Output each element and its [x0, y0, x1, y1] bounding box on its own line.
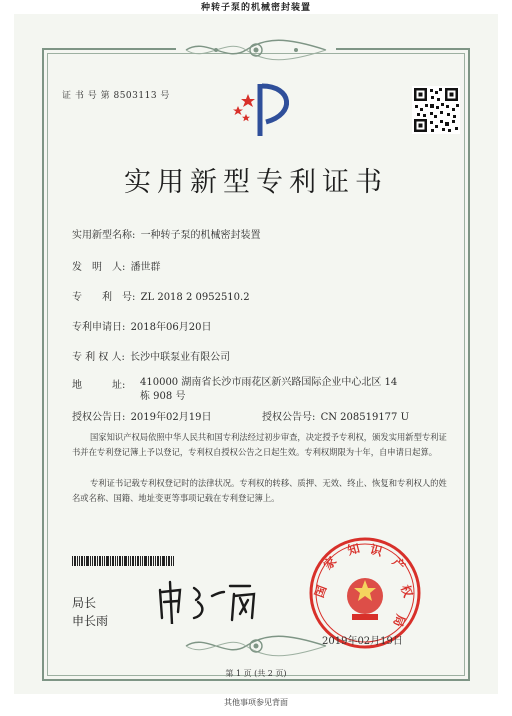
- field-address-label-row: [72, 376, 125, 391]
- svg-text:权: 权: [397, 583, 416, 600]
- svg-text:局: 局: [390, 612, 408, 629]
- address-value: 410000 湖南省长沙市雨花区新兴路国际企业中心北区 14 栋 908 号: [140, 377, 398, 402]
- patent-holder-value: 长沙中联泵业有限公司: [130, 352, 231, 363]
- patent-office-logo-icon: [222, 80, 302, 140]
- grant-number-label: 授权公告号:: [262, 412, 316, 423]
- seal-date: 2019年02月19日: [322, 636, 403, 647]
- certificate-paragraph-1: 国家知识产权局依照中华人民共和国专利法经过初步审查，决定授予专利权，颁发实用新型专利证书并在专利登记簿上予以登记，专利权自授权公告之日起生效。专利权期限为十年，自申请日起算。: [72, 432, 447, 457]
- grant-date-label: 授权公告日:: [72, 412, 126, 423]
- filing-date-label: 专利申请日:: [72, 322, 126, 333]
- patent-number-value: ZL 2018 2 0952510.2: [140, 292, 250, 303]
- grant-date-value: 2019年02月19日: [130, 412, 212, 423]
- certificate-number: [62, 88, 170, 101]
- inventor-label: 发 明 人:: [72, 262, 126, 273]
- svg-text:产: 产: [389, 554, 409, 574]
- svg-text:知: 知: [346, 541, 362, 558]
- bottom-note: 其他事项参见背面: [224, 698, 288, 707]
- director-name: 申长雨: [72, 614, 109, 628]
- utility-model-name-value: 一种转子泵的机械密封装置: [140, 230, 261, 241]
- utility-model-name-label: 实用新型名称:: [72, 230, 136, 241]
- grant-number-value: CN 208519177 U: [320, 412, 410, 423]
- filing-date-value: 2018年06月20日: [130, 322, 212, 333]
- svg-text:家: 家: [320, 553, 340, 573]
- svg-text:国: 国: [312, 583, 330, 600]
- qr-code-icon: [412, 86, 460, 134]
- field-grant-number: [262, 408, 409, 423]
- address-label: 地 址:: [72, 380, 126, 391]
- certificate-paragraph-2: 专利证书记载专利权登记时的法律状况。专利权的转移、质押、无效、终止、恢复和专利权人的姓名或名称、国籍、地址变更等事项记载在专利登记簿上。: [72, 478, 447, 503]
- certificate-number-label: 证 书 号: [62, 91, 98, 101]
- top-ornament-icon: [176, 37, 336, 63]
- patent-number-label: 专 利 号:: [72, 292, 136, 303]
- handwritten-signature-icon: [150, 578, 268, 624]
- field-utility-model-name: [72, 226, 261, 241]
- field-grant-date: [72, 408, 211, 423]
- certificate-title: 实用新型专利证书: [124, 167, 388, 198]
- patent-holder-label: 专 利 权 人:: [72, 352, 125, 363]
- field-patent-number: [72, 288, 250, 303]
- director-title: 局长: [72, 596, 97, 610]
- field-filing-date: [72, 318, 211, 333]
- field-inventor: [72, 258, 161, 273]
- svg-text:识: 识: [368, 542, 384, 559]
- page-indicator: 第 1 页 (共 2 页): [225, 669, 287, 678]
- certificate-number-value: 第 8503113 号: [100, 91, 170, 101]
- field-patent-holder: [72, 348, 230, 363]
- page-caption: 种转子泵的机械密封装置: [200, 3, 311, 13]
- inventor-value: 潘世群: [130, 262, 161, 273]
- barcode-icon: [72, 556, 174, 566]
